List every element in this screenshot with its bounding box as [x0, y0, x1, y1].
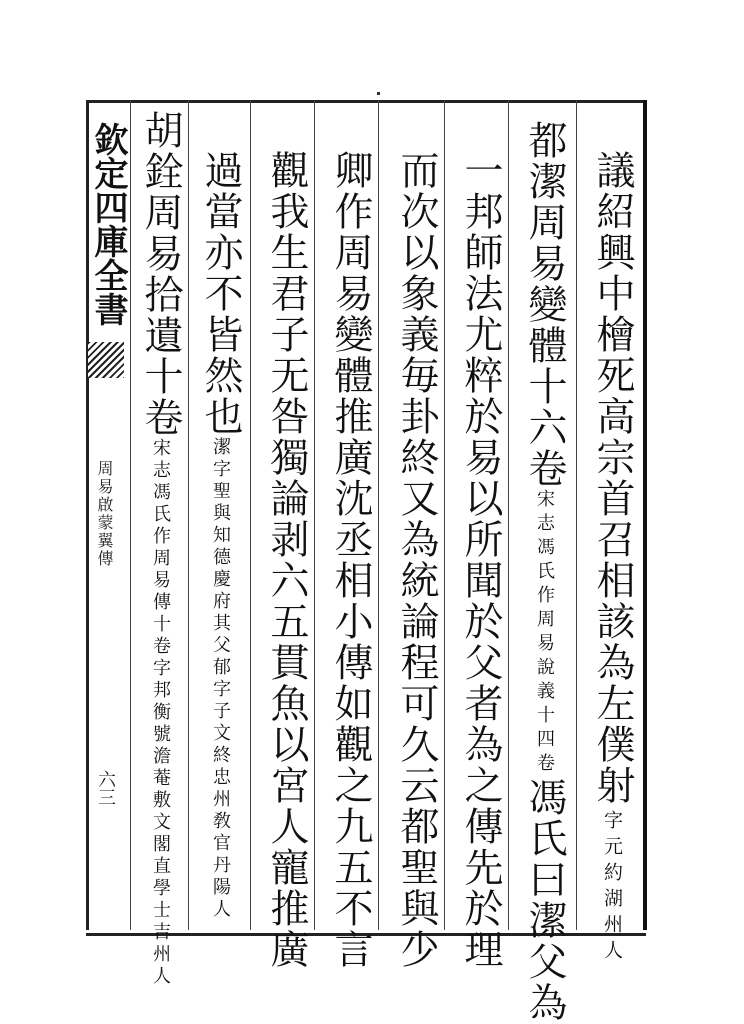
column-rule [508, 100, 509, 930]
column-text: 過當亦不皆然也 [198, 150, 243, 437]
fish-tail-ornament [88, 342, 124, 378]
column-text: 卿作周易變體推廣沈丞相小傳如觀之九五不言 [328, 150, 373, 970]
column-rule [188, 100, 189, 930]
column-rule [378, 100, 379, 930]
text-column-4 [392, 150, 440, 970]
column-text: 議紹興中檜死高宗首召相該為左僕射 [590, 150, 635, 806]
text-column-1 [588, 150, 636, 966]
text-column-8 [136, 110, 184, 988]
printer-mark [377, 92, 380, 95]
text-column-5 [326, 150, 374, 970]
column-text: 胡銓周易拾遺十卷 [138, 110, 183, 438]
text-column-7 [196, 150, 244, 921]
right-border [643, 100, 647, 930]
annotation-note: 宋志馮氏作周易說義十四卷 [534, 489, 555, 777]
page-number: 六三 [95, 770, 116, 806]
column-text: 馮氏曰潔父為 [522, 777, 567, 1023]
column-rule [314, 100, 315, 930]
column-rule [250, 100, 251, 930]
annotation-note: 宋志馮氏作周易傳十卷字邦衡號澹菴敷文閣直學士吉州人 [150, 438, 171, 988]
section-title: 周易啟蒙翼傳 [95, 460, 114, 568]
column-text: 都潔周易變體十六卷 [522, 120, 567, 489]
column-text: 觀我生君子无咎獨論剥六五貫魚以宮人寵推廣 [264, 150, 309, 970]
text-column-6 [262, 150, 310, 970]
annotation-note: 潔字聖與知德慶府其父郁字子文終忠州敎官丹陽人 [210, 437, 231, 921]
column-rule [130, 100, 131, 930]
column-rule [444, 100, 445, 930]
text-column-2 [520, 120, 568, 1023]
annotation-note: 字元約湖州人 [601, 810, 623, 966]
column-text: 而次以象義毎卦終又為統論程可久云都聖與少 [394, 150, 439, 970]
text-column-3 [456, 150, 504, 970]
book-title: 欽定四庫全書 [88, 122, 128, 326]
column-text: 一邦師法尤粹於易以所聞於父者為之傳先於理 [458, 150, 503, 970]
column-rule [576, 100, 577, 930]
